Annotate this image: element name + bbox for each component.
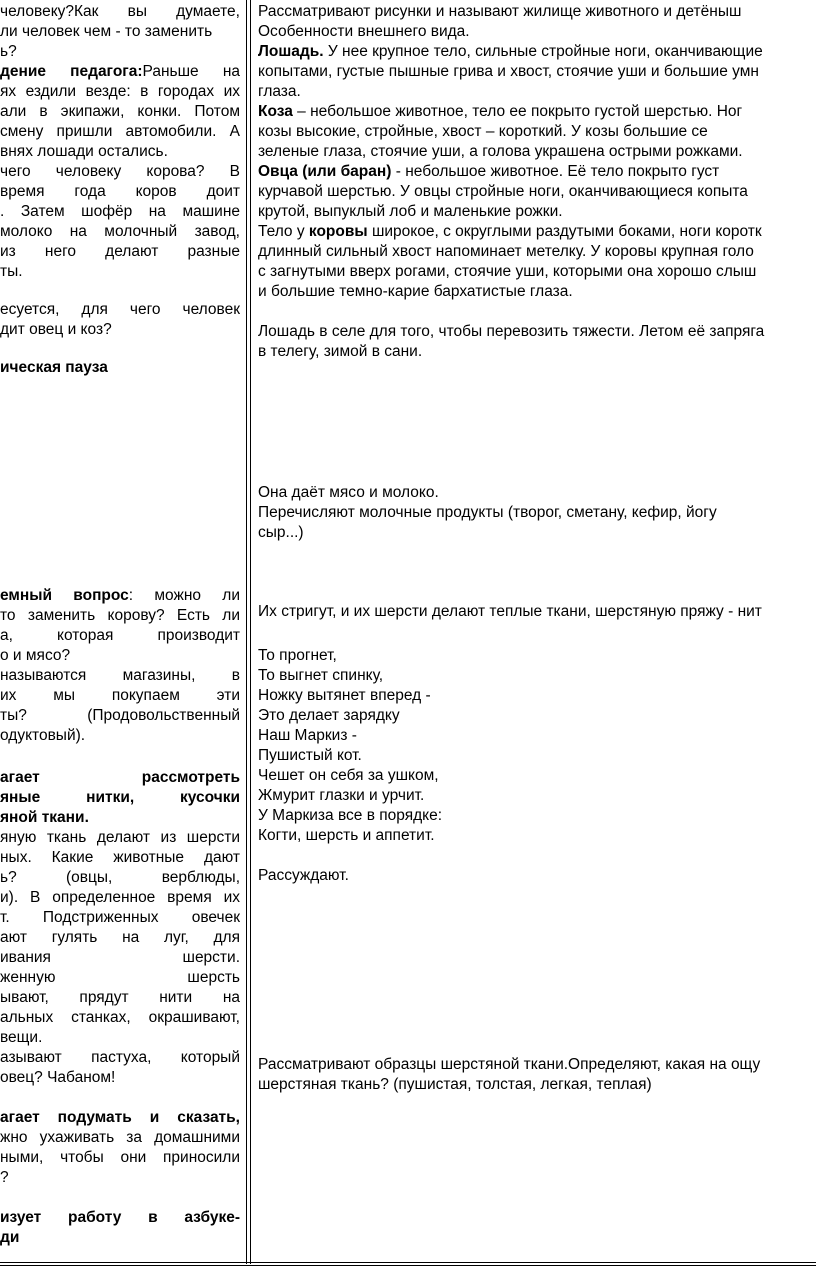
left-line: их мы покупаем эти (0, 687, 240, 704)
left-line: жно ухаживать за домашними (0, 1129, 240, 1146)
right-line: сыр...) (258, 524, 304, 541)
left-line: дение педагога:Раньше на (0, 63, 240, 80)
poem-line: То выгнет спинку, (258, 667, 384, 684)
left-line: женную шерсть (0, 969, 240, 986)
left-line: альных станках, окрашивают, (0, 1009, 240, 1026)
left-heading: агает рассмотреть (0, 769, 240, 786)
left-heading: изует работу в азбуке- (0, 1209, 240, 1226)
right-line: длинный сильный хвост напоминает метелку. У коровы крупная голо (258, 243, 754, 260)
right-line: в телегу, зимой в сани. (258, 343, 423, 360)
left-line: . Затем шофёр на машине (0, 203, 240, 220)
left-line: вещи. (0, 1029, 43, 1046)
left-line: ивания шерсти. (0, 949, 240, 966)
right-line: зеленые глаза, стоячие уши, а голова украшена острыми рожками. (258, 143, 743, 160)
poem-line: Наш Маркиз - (258, 727, 357, 744)
left-line: ь? (0, 43, 17, 60)
right-line: Она даёт мясо и молоко. (258, 484, 439, 501)
left-line: человеку?Как вы думаете, (0, 3, 240, 20)
left-line: азывают пастуха, который (0, 1049, 240, 1066)
left-line: одуктовый). (0, 727, 86, 744)
right-line: курчавой шерстью. У овцы стройные ноги, оканчивающиеся копыта (258, 183, 748, 200)
left-line: а, которая производит (0, 627, 240, 644)
left-heading: ди (0, 1229, 20, 1246)
poem-line: У Маркиза все в порядке: (258, 807, 443, 824)
children-column (258, 0, 816, 1262)
left-heading: яные нитки, кусочки (0, 789, 240, 806)
right-line: Рассматривают рисунки и называют жилище животного и детёныш (258, 3, 742, 20)
right-line: Особенности внешнего вида. (258, 23, 470, 40)
right-line: Тело у коровы широкое, с округлыми раздутыми боками, ноги коротк (258, 223, 762, 240)
left-line: молоко на молочный завод, (0, 223, 240, 240)
left-line: внях лошади остались. (0, 143, 168, 160)
right-line: глаза. (258, 83, 301, 100)
left-line: смену пришли автомобили. А (0, 123, 240, 140)
left-line: ? (0, 1169, 9, 1186)
left-line: т. Подстриженных овечек (0, 909, 240, 926)
right-line: козы высокие, стройные, хвост – короткий. У козы большие се (258, 123, 708, 140)
left-line: дит овец и коз? (0, 321, 112, 338)
left-line: из него делают разные (0, 243, 240, 260)
left-line: емный вопрос: можно ли (0, 587, 240, 604)
right-line: Коза – небольшое животное, тело ее покрыто густой шерстью. Ног (258, 103, 743, 120)
right-line: и большие темно-карие бархатистые глаза. (258, 283, 573, 300)
poem-line: Чешет он себя за ушком, (258, 767, 439, 784)
left-line: али в экипажи, конки. Потом (0, 103, 240, 120)
left-line: овец? Чабаном! (0, 1069, 116, 1086)
right-line: копытами, густые пышные грива и хвост, стоячие уши и большие умн (258, 63, 759, 80)
left-line: время года коров доит (0, 183, 240, 200)
right-line: с загнутыми вверх рогами, стоячие уши, которыми она хорошо слыш (258, 263, 757, 280)
table-border-left (246, 0, 247, 1264)
left-line: ь? (овцы, верблюды, (0, 869, 240, 886)
poem-line: Когти, шерсть и аппетит. (258, 827, 435, 844)
right-line: крутой, выпуклый лоб и маленькие рожки. (258, 203, 563, 220)
poem-line: Жмурит глазки и урчит. (258, 787, 425, 804)
left-line: ают гулять на луг, для (0, 929, 240, 946)
poem-line: Это делает зарядку (258, 707, 400, 724)
poem-line: Ножку вытянет вперед - (258, 687, 431, 704)
left-line: то заменить корову? Есть ли (0, 607, 240, 624)
left-heading: ическая пауза (0, 359, 108, 376)
right-line: Перечисляют молочные продукты (творог, сметану, кефир, йогу (258, 504, 717, 521)
right-line: Овца (или баран) - небольшое животное. Её тело покрыто густ (258, 163, 720, 180)
teacher-column (0, 0, 240, 1262)
left-heading: агает подумать и сказать, (0, 1109, 240, 1126)
table-border-bottom (0, 1262, 816, 1263)
left-line: называются магазины, в (0, 667, 240, 684)
left-line: есуется, для чего человек (0, 301, 240, 318)
left-line: ных. Какие животные дают (0, 849, 240, 866)
left-line: ты? (Продовольственный (0, 707, 240, 724)
left-line: ными, чтобы они приносили (0, 1149, 240, 1166)
left-heading: яной ткани. (0, 809, 89, 826)
left-line: ты. (0, 263, 23, 280)
left-line: яную ткань делают из шерсти (0, 829, 240, 846)
left-line: и). В определенное время их (0, 889, 240, 906)
left-line: ывают, прядут нити на (0, 989, 240, 1006)
left-line: чего человеку корова? В (0, 163, 240, 180)
right-line: Рассуждают. (258, 867, 349, 884)
right-line: Лошадь. У нее крупное тело, сильные стройные ноги, оканчивающие (258, 43, 763, 60)
right-line: Лошадь в селе для того, чтобы перевозить тяжести. Летом её запряга (258, 323, 765, 340)
poem-line: Пушистый кот. (258, 747, 362, 764)
right-line: Их стригут, и их шерсти делают теплые ткани, шерстяную пряжу - нит (258, 603, 762, 620)
right-line: шерстяная ткань? (пушистая, толстая, легкая, теплая) (258, 1076, 652, 1093)
table-border-bottom-outer (0, 1265, 816, 1266)
right-line: Рассматривают образцы шерстяной ткани.Определяют, какая на ощу (258, 1056, 761, 1073)
poem-line: То прогнет, (258, 647, 337, 664)
left-line: ях ездили везде: в городах их (0, 83, 240, 100)
table-border-left-inner (250, 0, 251, 1264)
left-line: ли человек чем - то заменить (0, 23, 213, 40)
left-line: о и мясо? (0, 647, 71, 664)
